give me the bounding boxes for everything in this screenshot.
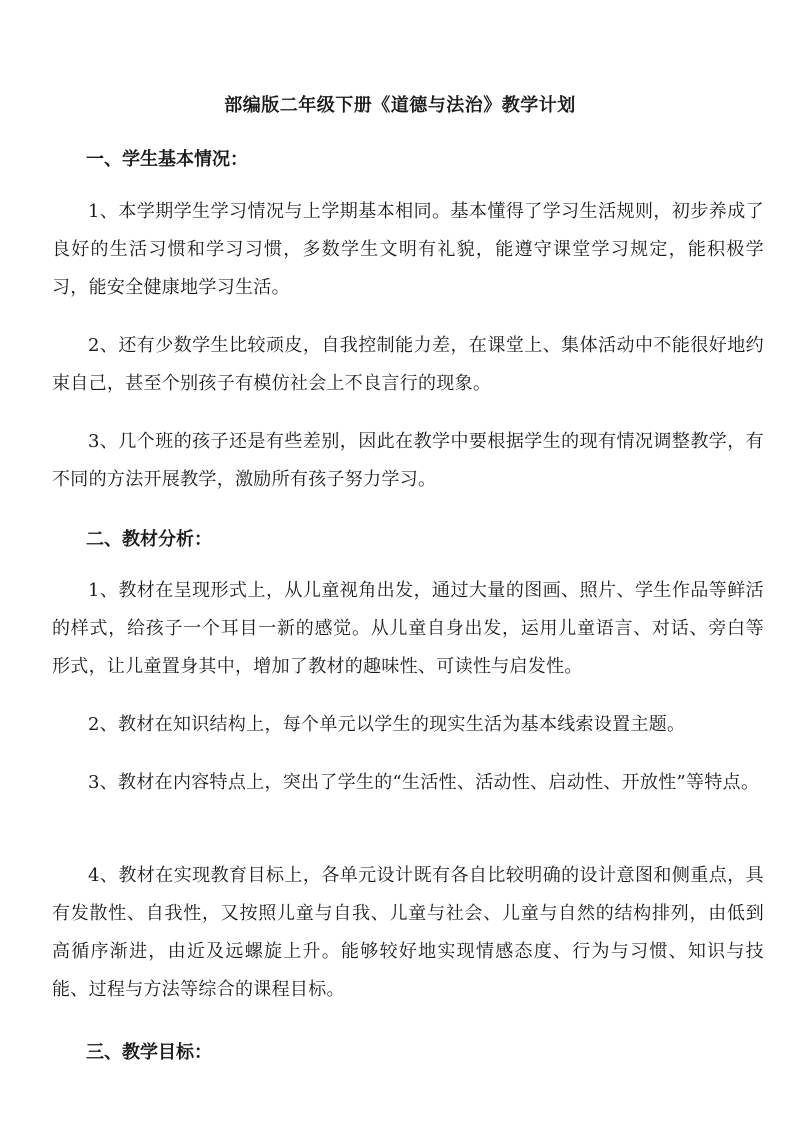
document-title: 部编版二年级下册《道德与法治》教学计划 [224, 95, 576, 116]
paragraph-2-1: 1、教材在呈现形式上，从儿童视角出发，通过大量的图画、照片、学生作品等鲜活的样式，给孩子一个耳目一新的感觉。从儿童自身出发，运用儿童语言、对话、旁白等形式，让儿童置身其中，增加了教材的趣味性、可读性与启发性。 [52, 580, 764, 677]
paragraph-2-2: 2、教材在知识结构上，每个单元以学生的现实生活为基本线索设置主题。 [88, 714, 686, 735]
paragraph-2-4: 4、教材在实现教育目标上，各单元设计既有各自比较明确的设计意图和侧重点，具有发散性、自我性，又按照儿童与自我、儿童与社会、儿童与自然的结构排列，由低到高循序渐进，由近及远螺旋上升。能够较好地实现情感态度、行为与习惯、知识与技能、过程与方法等综合的课程目标。 [52, 865, 764, 1000]
paragraph-1-1: 1、本学期学生学习情况与上学期基本相同。基本懂得了学习生活规则，初步养成了良好的生活习惯和学习习惯，多数学生文明有礼貌，能遵守课堂学习规定，能积极学习，能安全健康地学习生活。 [52, 201, 764, 298]
section-heading-student-situation: 一、学生基本情况： [86, 149, 248, 170]
paragraph-1-3: 3、几个班的孩子还是有些差别，因此在教学中要根据学生的现有情况调整教学，有不同的方法开展教学，激励所有孩子努力学习。 [52, 431, 764, 490]
section-heading-textbook-analysis: 二、教材分析： [86, 529, 212, 550]
section-heading-teaching-goals: 三、教学目标： [86, 1042, 212, 1063]
paragraph-2-3: 3、教材在内容特点上，突出了学生的“生活性、活动性、启动性、开放性”等特点。 [88, 772, 760, 793]
paragraph-1-2: 2、还有少数学生比较顽皮，自我控制能力差，在课堂上、集体活动中不能很好地约束自己，甚至个别孩子有模仿社会上不良言行的现象。 [52, 335, 764, 394]
